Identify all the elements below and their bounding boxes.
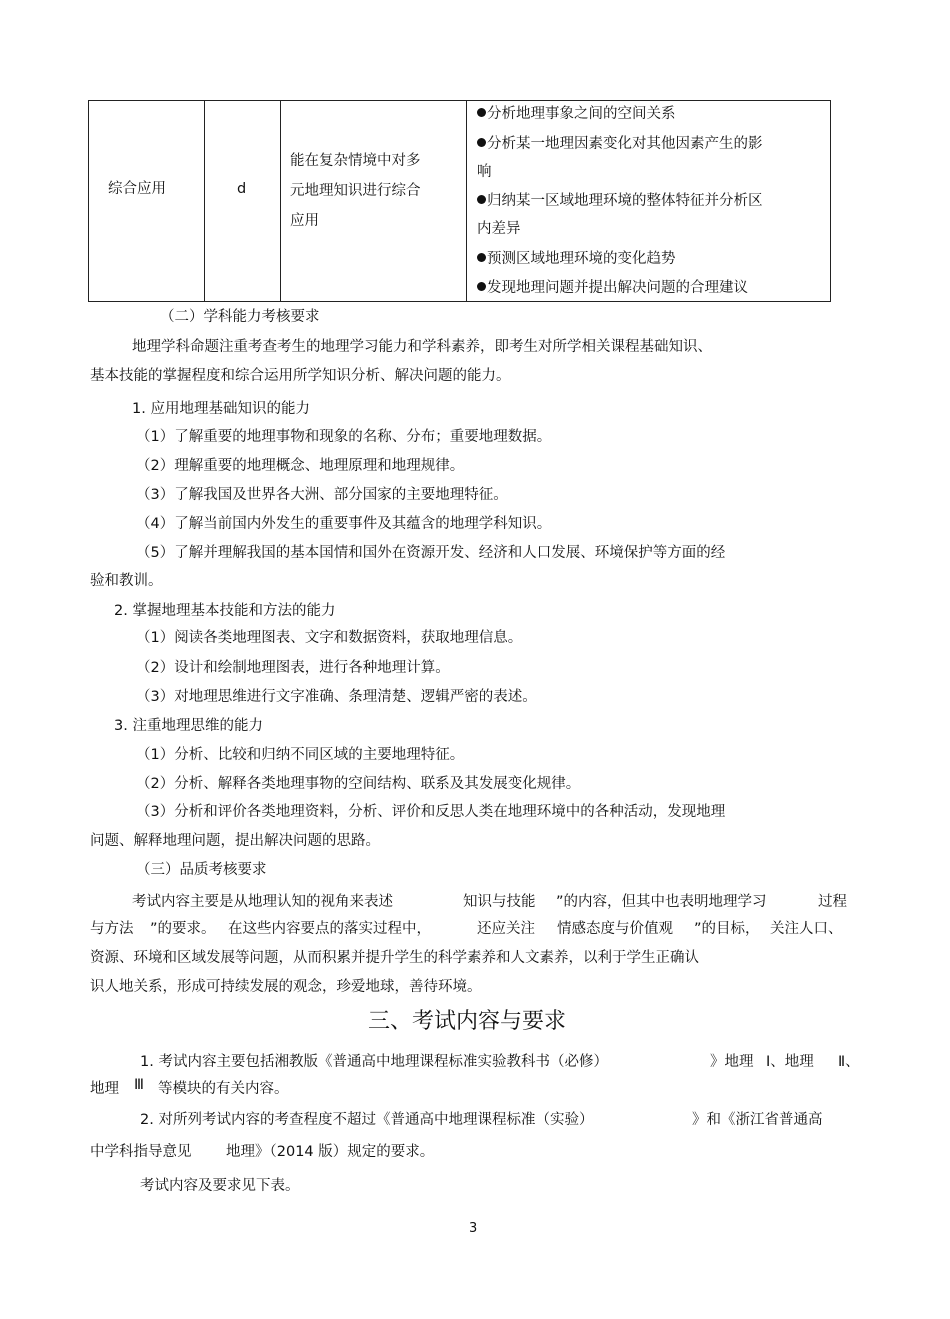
list-item: （3）分析和评价各类地理资料，分析、评价和反思人类在地理环境中的各种活动，发现地理 xyxy=(136,804,726,820)
bullet-dot-icon xyxy=(477,195,486,204)
paragraph-fragment: 与方法 xyxy=(90,921,134,937)
paragraph-line: 考试内容及要求见下表。 xyxy=(140,1178,300,1194)
bullet-text: 分析地理事象之间的空间关系 xyxy=(487,106,676,122)
list-item: （2）设计和绘制地理图表，进行各种地理计算。 xyxy=(136,660,450,676)
list-item-continuation: 问题、解释地理问题，提出解决问题的思路。 xyxy=(90,833,380,849)
table-bullet xyxy=(477,247,676,268)
paragraph-fragment: 情感态度与价值观 xyxy=(557,921,673,937)
table-bullet xyxy=(477,276,748,297)
paragraph-fragment: ”的内容，但其中也表明地理学习 xyxy=(556,894,767,910)
table-bullet xyxy=(477,132,763,153)
bullet-text: 响 xyxy=(477,164,492,180)
paragraph-line: 基本技能的掌握程度和综合运用所学知识分析、解决问题的能力。 xyxy=(90,368,511,384)
table-bullet-continuation xyxy=(477,160,492,181)
paragraph-fragment: 考试内容主要是从地理认知的视角来表述 xyxy=(132,894,393,910)
paragraph-fragment: 等模块的有关内容。 xyxy=(158,1081,289,1097)
paragraph-fragment: 知识与技能 xyxy=(463,894,536,910)
paragraph-fragment: 过程 xyxy=(818,894,847,910)
bullet-dot-icon xyxy=(477,108,486,117)
paragraph-fragment: Ⅱ、 xyxy=(838,1054,860,1070)
section-title: （二）学科能力考核要求 xyxy=(160,309,320,325)
table-column-divider xyxy=(466,101,467,301)
paragraph-fragment: Ⅲ xyxy=(134,1077,144,1093)
list-item: （1）了解重要的地理事物和现象的名称、分布；重要地理数据。 xyxy=(136,429,552,445)
paragraph-fragment: 在这些内容要点的落实过程中， xyxy=(228,921,431,937)
paragraph-fragment: 中学科指导意见 xyxy=(90,1144,192,1160)
list-item: （1）分析、比较和归纳不同区域的主要地理特征。 xyxy=(136,747,465,763)
table-cell-category: 综合应用 xyxy=(108,181,166,197)
paragraph-fragment: 地理》（2014 版）规定的要求。 xyxy=(226,1144,435,1160)
table-bullet xyxy=(477,102,676,123)
paragraph-fragment: ”的目标， xyxy=(694,921,760,937)
table-bullet xyxy=(477,189,763,210)
bullet-dot-icon xyxy=(477,253,486,262)
chapter-heading: 三、考试内容与要求 xyxy=(368,1009,567,1034)
bullet-text: 归纳某一区域地理环境的整体特征并分析区 xyxy=(487,193,763,209)
paragraph-fragment: 》和《浙江省普通高 xyxy=(692,1112,823,1128)
table-cell-level: d xyxy=(237,181,247,197)
bullet-dot-icon xyxy=(477,138,486,147)
list-item: （2）理解重要的地理概念、地理原理和地理规律。 xyxy=(136,458,465,474)
item-title: 3. 注重地理思维的能力 xyxy=(114,718,263,734)
description-line: 应用 xyxy=(290,213,319,229)
description-line: 元地理知识进行综合 xyxy=(290,183,421,199)
bullet-text: 分析某一地理因素变化对其他因素产生的影 xyxy=(487,136,763,152)
bullet-text: 发现地理问题并提出解决问题的合理建议 xyxy=(487,280,748,296)
paragraph-fragment: 还应关注 xyxy=(477,921,535,937)
item-title: 2. 掌握地理基本技能和方法的能力 xyxy=(114,603,336,619)
list-item: （2）分析、解释各类地理事物的空间结构、联系及其发展变化规律。 xyxy=(136,776,581,792)
paragraph-line: 资源、环境和区域发展等问题，从而积累并提升学生的科学素养和人文素养，以利于学生正确认 xyxy=(90,950,699,966)
bullet-text: 内差异 xyxy=(477,221,521,237)
list-item: （5）了解并理解我国的基本国情和国外在资源开发、经济和人口发展、环境保护等方面的经 xyxy=(136,545,726,561)
paragraph-line: 地理学科命题注重考查考生的地理学习能力和学科素养，即考生对所学相关课程基础知识、 xyxy=(132,339,712,355)
paragraph-fragment: 》地理 xyxy=(710,1054,754,1070)
list-item: （4）了解当前国内外发生的重要事件及其蕴含的地理学科知识。 xyxy=(136,516,552,532)
paragraph-fragment: ”的要求。 xyxy=(150,921,216,937)
item-title: 1. 应用地理基础知识的能力 xyxy=(132,401,310,417)
paragraph-fragment: Ⅰ、地理 xyxy=(766,1054,814,1070)
paragraph-fragment: 关注人口、 xyxy=(770,921,843,937)
table-column-divider xyxy=(280,101,281,301)
paragraph-fragment: 1. 考试内容主要包括湘教版《普通高中地理课程标准实验教科书（必修） xyxy=(140,1054,608,1070)
list-item-continuation: 验和教训。 xyxy=(90,573,163,589)
description-line: 能在复杂情境中对多 xyxy=(290,153,421,169)
table-cell-description xyxy=(290,146,421,236)
list-item: （3）对地理思维进行文字准确、条理清楚、逻辑严密的表述。 xyxy=(136,689,537,705)
list-item: （1）阅读各类地理图表、文字和数据资料，获取地理信息。 xyxy=(136,630,523,646)
paragraph-line: 识人地关系，形成可持续发展的观念，珍爱地球，善待环境。 xyxy=(90,979,482,995)
table-bullet-continuation xyxy=(477,217,521,238)
bullet-text: 预测区域地理环境的变化趋势 xyxy=(487,251,676,267)
list-item: （3）了解我国及世界各大洲、部分国家的主要地理特征。 xyxy=(136,487,508,503)
section-title: （三）品质考核要求 xyxy=(136,862,267,878)
paragraph-fragment: 2. 对所列考试内容的考查程度不超过《普通高中地理课程标准（实验） xyxy=(140,1112,594,1128)
bullet-dot-icon xyxy=(477,282,486,291)
paragraph-fragment: 地理 xyxy=(90,1081,119,1097)
table-column-divider xyxy=(204,101,205,301)
page-number: 3 xyxy=(469,1221,478,1236)
